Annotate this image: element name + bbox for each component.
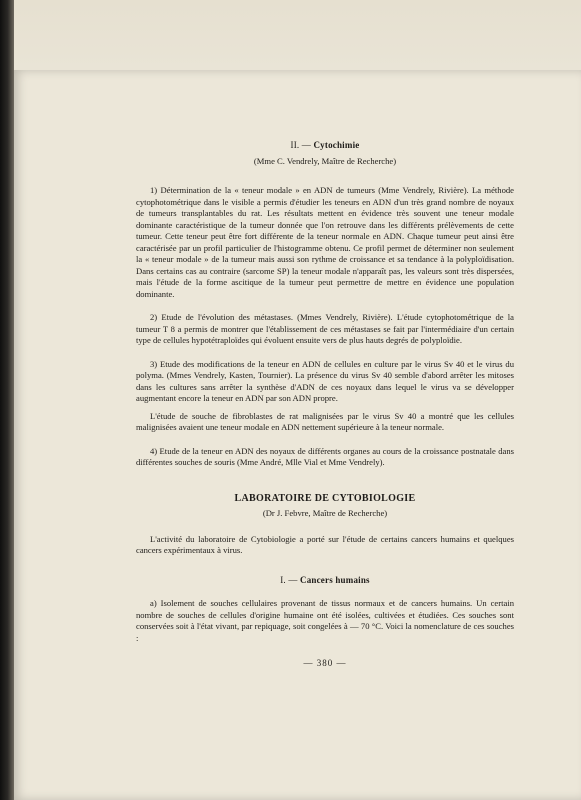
section-number: I. — (280, 574, 298, 585)
section-number: II. — (290, 140, 312, 150)
section-heading-cytochimie (136, 140, 514, 152)
lab-subtitle: (Dr J. Febvre, Maître de Recherche) (262, 508, 388, 518)
page-number: — 380 — (303, 658, 347, 668)
page-top-band (12, 0, 581, 70)
paragraph-2: 2) Etude de l'évolution des métastases. (Mmes Vendrely, Rivière). L'étude cytophotométrique de la tumeur T 8 a permis de montrer que l'établissement de ces métastases se fait par l'intermédiaire d'un certain type de cellules hypotétraploïdes qui évoluent ensuite vers de plus hauts degrés de polyploïdie. (136, 312, 514, 345)
section-title: Cancers humains (300, 574, 370, 585)
paragraph-3b: L'étude de souche de fibroblastes de rat malignisées par le virus Sv 40 a montré que les cellules malignisées avaient une teneur modale en ADN nettement supérieure à la teneur normale. (136, 410, 514, 432)
paragraph-1: 1) Détermination de la « teneur modale » en ADN de tumeurs (Mme Vendrely, Rivière). La méthode cytophotométrique dans le visible a permis d'étudier les teneurs en ADN d'un très grand nombre de noyaux de tumeurs transplantables du rat. Les résultats mettent en évidence très souvent une teneur modale dominante caractéristique de la tumeur donnée que l'on retrouve dans les différents prélèvements de cette tumeur. Cette teneur peut être fort différente de la teneur normale en ADN. Chaque tumeur peut ainsi être caractérisée par un profil particulier de l'histogramme obtenu. Ce profil permet de déterminer non seulement la « teneur modale » de la tumeur mais aussi son rythme de croissance et sa tendance à la polyploïdisation. Dans certains cas au contraire (sarcome SP) la teneur modale n'apparaît pas, les valeurs sont très dispersées, mais l'étude de la forme ascitique de la tumeur peut permettre de mettre en évidence une population dominante. (136, 185, 514, 299)
book-binding (0, 0, 14, 800)
section-subtitle: (Mme C. Vendrely, Maître de Recherche) (253, 155, 397, 166)
paragraph-4: 4) Etude de la teneur en ADN des noyaux de différents organes au cours de la croissance postnatale dans différentes souches de souris (Mme André, Mlle Vial et Mme Vendrely). (136, 445, 514, 467)
paragraph-3: 3) Etude des modifications de la teneur en ADN de cellules en culture par le virus Sv 40 et le virus du polyma. (Mmes Vendrely, Kasten, Tournier). La présence du virus Sv 40 semble d'abord arrêter les mitoses dans les cultures sans arrêter la synthèse d'ADN de ces noyaux dans lequel le virus va se développer augmentant encore la teneur en ADN par son ADN propre. (136, 358, 514, 403)
lab-title: LABORATOIRE DE CYTOBIOLOGIE (234, 492, 416, 504)
page-content (136, 140, 514, 670)
section-title: Cytochimie (313, 140, 360, 150)
paragraph-a: a) Isolement de souches cellulaires provenant de tissus normaux et de cancers humains. Un certain nombre de souches de cellules d'origine humaine ont été isolées, cultivées et étudiées. Ces souches sont conservées soit à l'état vivant, par repiquage, soit congelées à — 70 °C. Voici la nomenclature de ces souches : (136, 598, 514, 643)
section-heading-cancers (136, 575, 514, 587)
lab-intro: L'activité du laboratoire de Cytobiologie a porté sur l'étude de certains cancers humains et quelques cancers expérimentaux à virus. (136, 533, 514, 555)
